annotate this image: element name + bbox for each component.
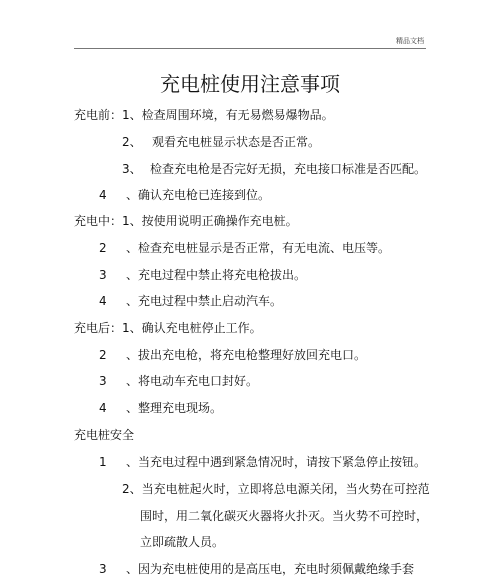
before-item-4: 、确认充电枪已连接到位。 bbox=[126, 188, 271, 202]
during-item-3: 、充电过程中禁止将充电枪拔出。 bbox=[126, 268, 307, 282]
safety-heading: 充电桩安全 bbox=[74, 428, 135, 442]
before-item-4-number: 4 bbox=[99, 188, 107, 202]
after-item-2-number: 2 bbox=[99, 348, 107, 362]
safety-item-3: 、因为充电桩使用的是高压电，充电时须佩戴绝缘手套 bbox=[126, 562, 415, 576]
before-item-1: 充电前：1、检查周围环境，有无易燃易爆物品。 bbox=[74, 108, 334, 122]
during-item-2-number: 2 bbox=[99, 241, 107, 255]
before-item-3: 检查充电枪是否完好无损，充电接口标准是否匹配。 bbox=[150, 162, 427, 176]
during-item-4-number: 4 bbox=[99, 294, 107, 308]
after-item-3: 、将电动车充电口封好。 bbox=[126, 374, 259, 388]
document-title: 充电桩使用注意事项 bbox=[160, 72, 340, 96]
during-item-1: 充电中：1、按使用说明正确操作充电桩。 bbox=[74, 214, 298, 228]
safety-item-2-line-3: 立即疏散人员。 bbox=[140, 535, 225, 549]
safety-item-2-line-2: 围时，用二氧化碳灭火器将火扑灭。当火势不可控时， bbox=[140, 509, 429, 523]
before-item-2-number: 2、 bbox=[122, 135, 142, 149]
after-item-1: 充电后：1、确认充电桩停止工作。 bbox=[74, 321, 262, 335]
safety-item-2-line-1: 2、当充电桩起火时，立即将总电源关闭，当火势在可控范 bbox=[122, 482, 430, 496]
during-item-4: 、充电过程中禁止启动汽车。 bbox=[126, 294, 283, 308]
before-item-3-number: 3、 bbox=[122, 162, 142, 176]
after-item-3-number: 3 bbox=[99, 374, 107, 388]
during-item-2: 、检查充电桩显示是否正常，有无电流、电压等。 bbox=[126, 241, 391, 255]
safety-item-1: 、当充电过程中遇到紧急情况时，请按下紧急停止按钮。 bbox=[126, 455, 427, 469]
before-item-2: 观看充电桩显示状态是否正常。 bbox=[152, 135, 321, 149]
after-item-2: 、拔出充电枪，将充电枪整理好放回充电口。 bbox=[126, 348, 367, 362]
header-label: 精品文档 bbox=[396, 37, 424, 45]
safety-item-3-number: 3 bbox=[99, 562, 107, 576]
header-rule bbox=[74, 48, 426, 49]
after-item-4-number: 4 bbox=[99, 401, 107, 415]
during-item-3-number: 3 bbox=[99, 268, 107, 282]
safety-item-1-number: 1 bbox=[99, 455, 107, 469]
after-item-4: 、整理充电现场。 bbox=[126, 401, 223, 415]
